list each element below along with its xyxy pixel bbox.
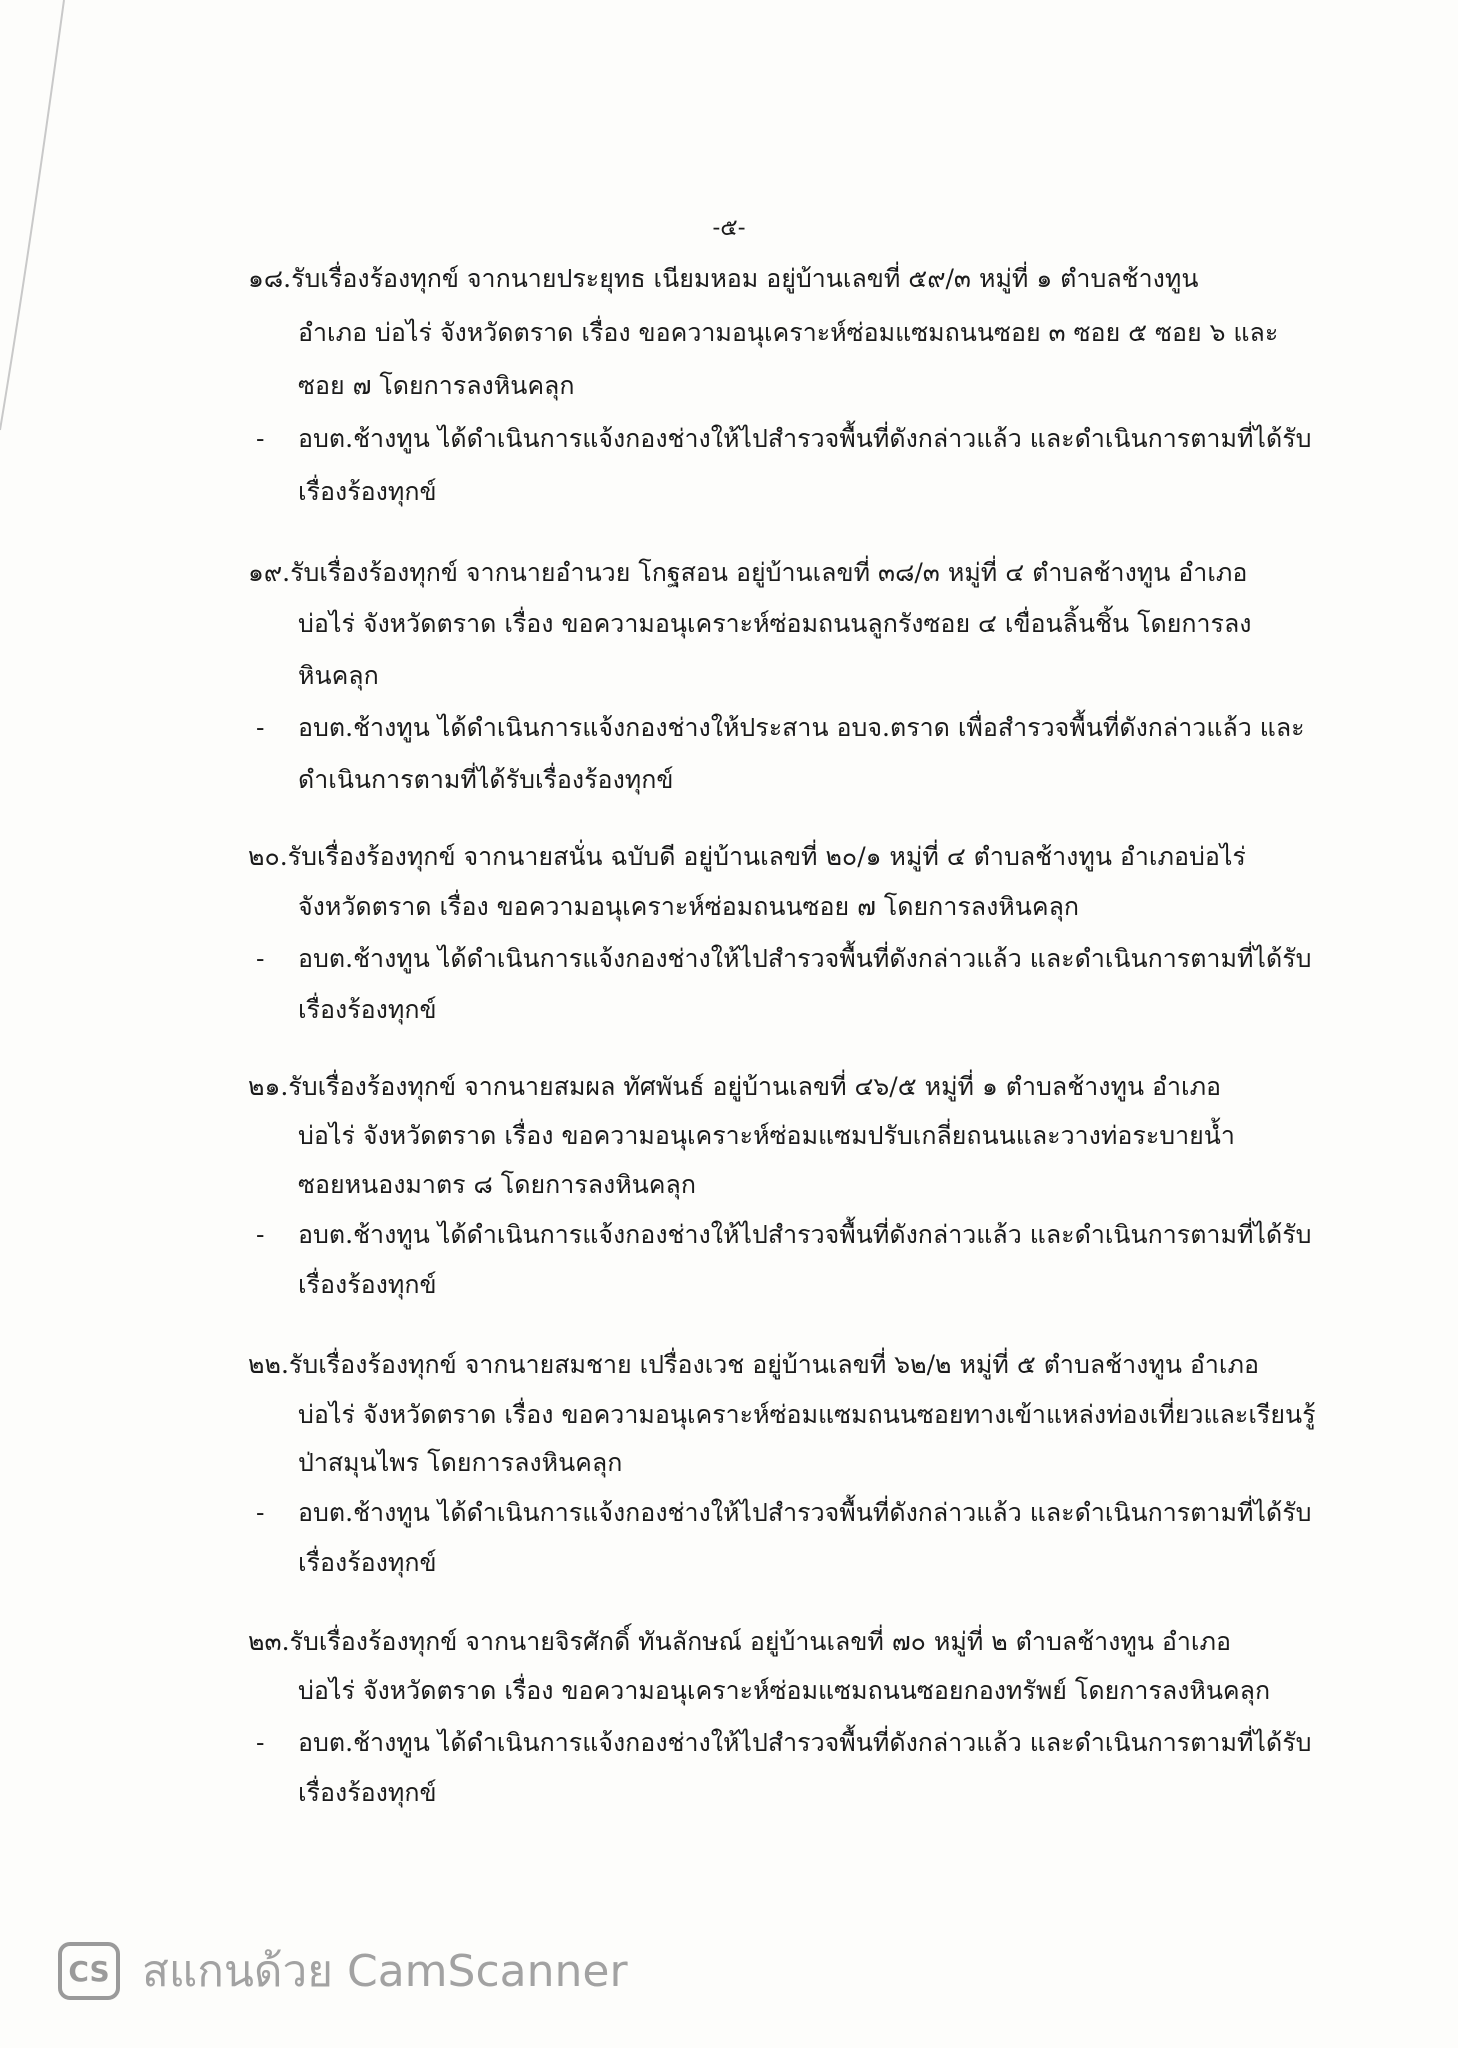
bullet-dash: -	[256, 1498, 265, 1527]
response-line: เรื่องร้องทุกข์	[298, 995, 437, 1024]
response-line: อบต.ช้างทูน ได้ดำเนินการแจ้งกองช่างให้ประสาน อบจ.ตราด เพื่อสำรวจพื้นที่ดังกล่าวแล้ว และ	[298, 713, 1305, 742]
response-line: อบต.ช้างทูน ได้ดำเนินการแจ้งกองช่างให้ไปสำรวจพื้นที่ดังกล่าวแล้ว และดำเนินการตามที่ได้รับ	[298, 944, 1312, 973]
camscanner-watermark	[58, 1936, 628, 2006]
bullet-dash: -	[256, 1220, 265, 1249]
camscanner-logo-icon: CS	[58, 1942, 120, 2000]
complaint-line: ป่าสมุนไพร โดยการลงหินคลุก	[298, 1448, 623, 1477]
response-line: เรื่องร้องทุกข์	[298, 1548, 437, 1577]
bullet-dash: -	[256, 944, 265, 973]
response-line: เรื่องร้องทุกข์	[298, 1778, 437, 1807]
complaint-line: ๒๓.รับเรื่องร้องทุกข์ จากนายจิรศักดิ์ ทันลักษณ์ อยู่บ้านเลขที่ ๗๐ หมู่ที่ ๒ ตำบลช้างทูน อำเภอ	[248, 1627, 1231, 1656]
bullet-dash: -	[256, 1728, 265, 1757]
response-line: อบต.ช้างทูน ได้ดำเนินการแจ้งกองช่างให้ไปสำรวจพื้นที่ดังกล่าวแล้ว และดำเนินการตามที่ได้รับ	[298, 1728, 1312, 1757]
bullet-dash: -	[256, 424, 265, 453]
response-line: อบต.ช้างทูน ได้ดำเนินการแจ้งกองช่างให้ไปสำรวจพื้นที่ดังกล่าวแล้ว และดำเนินการตามที่ได้รับ	[298, 1220, 1312, 1249]
response-line: อบต.ช้างทูน ได้ดำเนินการแจ้งกองช่างให้ไปสำรวจพื้นที่ดังกล่าวแล้ว และดำเนินการตามที่ได้รับ	[298, 1498, 1312, 1527]
complaint-line: ๑๙.รับเรื่องร้องทุกข์ จากนายอำนวย โกฐสอน อยู่บ้านเลขที่ ๓๘/๓ หมู่ที่ ๔ ตำบลช้างทูน อำเภอ	[248, 558, 1248, 587]
page-number: -๕-	[712, 215, 746, 241]
complaint-line: ซอยหนองมาตร ๘ โดยการลงหินคลุก	[298, 1170, 696, 1199]
complaint-line: ๒๒.รับเรื่องร้องทุกข์ จากนายสมชาย เปรื่องเวช อยู่บ้านเลขที่ ๖๒/๒ หมู่ที่ ๕ ตำบลช้างทูน อำเภอ	[248, 1350, 1259, 1379]
response-line: อบต.ช้างทูน ได้ดำเนินการแจ้งกองช่างให้ไปสำรวจพื้นที่ดังกล่าวแล้ว และดำเนินการตามที่ได้รับ	[298, 424, 1312, 453]
complaint-line: บ่อไร่ จังหวัดตราด เรื่อง ขอความอนุเคราะห์ซ่อมแซมปรับเกลี่ยถนนและวางท่อระบายน้ำ	[298, 1121, 1235, 1150]
complaint-line: อำเภอ บ่อไร่ จังหวัดตราด เรื่อง ขอความอนุเคราะห์ซ่อมแซมถนนซอย ๓ ซอย ๕ ซอย ๖ และ	[298, 318, 1279, 347]
camscanner-text: สแกนด้วย CamScanner	[142, 1946, 628, 1997]
complaint-line: ๒๑.รับเรื่องร้องทุกข์ จากนายสมผล ทัศพันธ์ อยู่บ้านเลขที่ ๔๖/๕ หมู่ที่ ๑ ตำบลช้างทูน อำเภอ	[248, 1072, 1222, 1101]
response-line: เรื่องร้องทุกข์	[298, 477, 437, 506]
complaint-line: ๒๐.รับเรื่องร้องทุกข์ จากนายสนั่น ฉบับดี อยู่บ้านเลขที่ ๒๐/๑ หมู่ที่ ๔ ตำบลช้างทูน อำเภอบ่อไร่	[248, 842, 1246, 871]
response-line: ดำเนินการตามที่ได้รับเรื่องร้องทุกข์	[298, 765, 674, 794]
complaint-line: ๑๘.รับเรื่องร้องทุกข์ จากนายประยุทธ เนียมหอม อยู่บ้านเลขที่ ๕๙/๓ หมู่ที่ ๑ ตำบลช้างทูน	[248, 264, 1199, 293]
complaint-line: บ่อไร่ จังหวัดตราด เรื่อง ขอความอนุเคราะห์ซ่อมถนนลูกรังซอย ๔ เขื่อนลิ้นชิ้น โดยการลง	[298, 609, 1252, 638]
complaint-line: จังหวัดตราด เรื่อง ขอความอนุเคราะห์ซ่อมถนนซอย ๗ โดยการลงหินคลุก	[298, 892, 1080, 921]
response-line: เรื่องร้องทุกข์	[298, 1270, 437, 1299]
complaint-line: ซอย ๗ โดยการลงหินคลุก	[298, 371, 575, 400]
complaint-line: บ่อไร่ จังหวัดตราด เรื่อง ขอความอนุเคราะห์ซ่อมแซมถนนซอยกองทรัพย์ โดยการลงหินคลุก	[298, 1676, 1271, 1705]
complaint-line: บ่อไร่ จังหวัดตราด เรื่อง ขอความอนุเคราะห์ซ่อมแซมถนนซอยทางเข้าแหล่งท่องเที่ยวและเรียนรู้	[298, 1400, 1316, 1429]
bullet-dash: -	[256, 713, 265, 742]
complaint-line: หินคลุก	[298, 661, 379, 690]
